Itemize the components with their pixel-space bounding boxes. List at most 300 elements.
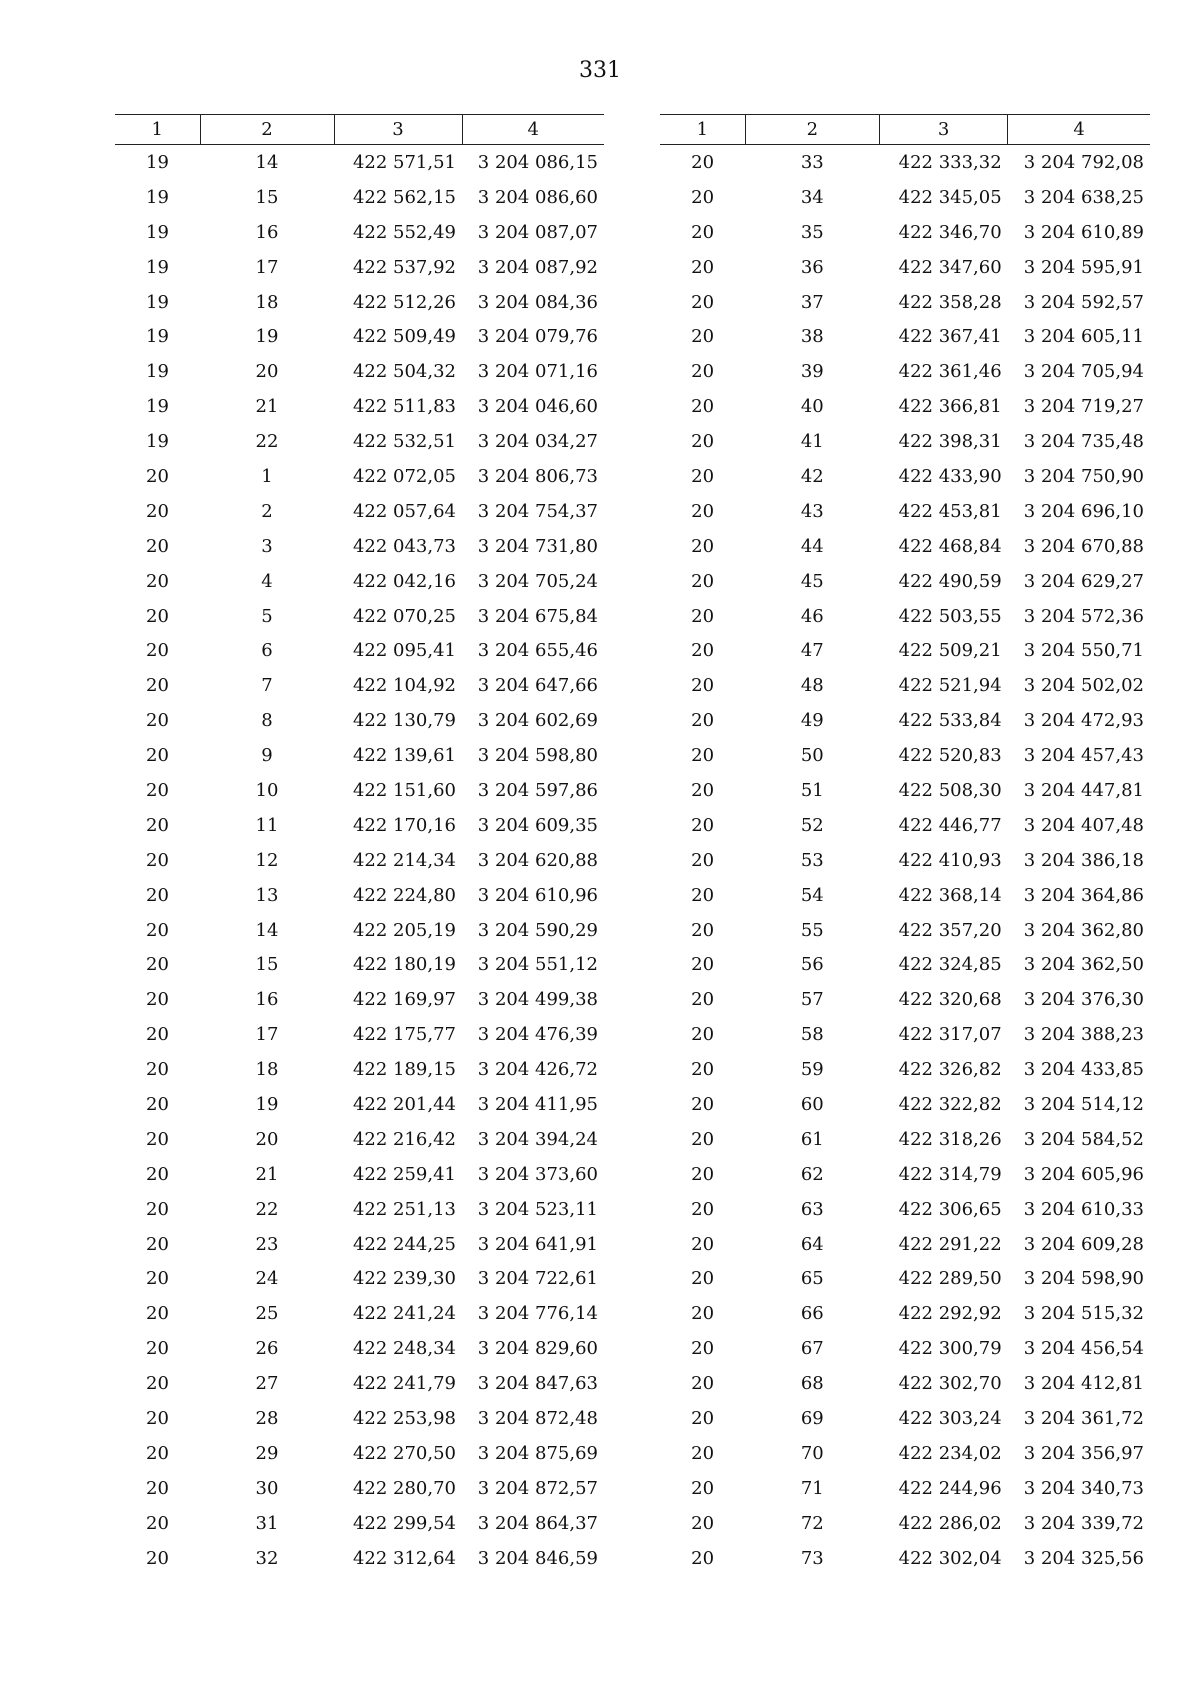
table-row bbox=[660, 703, 1150, 738]
table-row bbox=[660, 215, 1150, 250]
table-cell-col-1: 20 bbox=[146, 884, 169, 906]
table-cell-col-1: 20 bbox=[691, 745, 715, 767]
table-cell-col-2: 45 bbox=[800, 570, 824, 592]
table-cell-col-4: 3 204 605,96 bbox=[1023, 1163, 1144, 1185]
table-cell-col-1: 20 bbox=[146, 954, 169, 976]
table-cell-col-4: 3 204 735,48 bbox=[1023, 431, 1144, 453]
table-row bbox=[115, 808, 604, 843]
table-cell-col-2: 53 bbox=[800, 849, 824, 871]
table-row bbox=[660, 913, 1150, 948]
table-cell-col-4: 3 204 696,10 bbox=[1023, 500, 1144, 522]
table-cell-col-2: 15 bbox=[255, 954, 279, 976]
table-cell-col-1: 20 bbox=[691, 256, 715, 278]
table-cell-col-4: 3 204 551,12 bbox=[477, 954, 598, 976]
table-row bbox=[115, 599, 604, 634]
table-cell-col-2: 22 bbox=[255, 1198, 279, 1220]
table-cell-col-4: 3 204 750,90 bbox=[1023, 465, 1144, 487]
table-cell-col-1: 20 bbox=[146, 745, 169, 767]
table-row bbox=[115, 703, 604, 738]
table-cell-col-2: 28 bbox=[255, 1408, 279, 1429]
table-cell-col-1: 20 bbox=[691, 675, 715, 697]
table-cell-col-4: 3 204 394,24 bbox=[477, 1128, 598, 1150]
table-cell-col-1: 20 bbox=[146, 1198, 169, 1220]
table-cell-col-2: 26 bbox=[255, 1338, 279, 1360]
table-row bbox=[660, 1052, 1150, 1087]
table-cell-col-1: 20 bbox=[691, 710, 715, 732]
table-cell-col-2: 70 bbox=[800, 1442, 824, 1464]
table-row bbox=[660, 1227, 1150, 1262]
table-cell-col-2: 4 bbox=[261, 570, 273, 592]
table-cell-col-2: 54 bbox=[800, 884, 824, 906]
column-header-4: 4 bbox=[462, 115, 604, 145]
table-cell-col-1: 20 bbox=[146, 1128, 169, 1150]
table-cell-col-2: 21 bbox=[255, 396, 279, 418]
table-cell-col-1: 20 bbox=[691, 1338, 715, 1360]
table-row bbox=[660, 1017, 1150, 1052]
table-cell-col-1: 20 bbox=[691, 396, 715, 418]
table-cell-col-4: 3 204 086,15 bbox=[477, 151, 598, 173]
table-row bbox=[115, 1506, 604, 1541]
table-row bbox=[660, 1366, 1150, 1401]
table-cell-col-2: 7 bbox=[261, 675, 273, 697]
table-cell-col-4: 3 204 705,94 bbox=[1023, 361, 1144, 383]
table-row bbox=[115, 1087, 604, 1122]
table-cell-col-4: 3 204 705,24 bbox=[477, 570, 598, 592]
table-row bbox=[115, 180, 604, 215]
table-cell-col-2: 50 bbox=[800, 745, 824, 767]
table-row bbox=[115, 1262, 604, 1297]
table-cell-col-2: 9 bbox=[261, 745, 273, 767]
column-header-1: 1 bbox=[115, 115, 200, 145]
table-header bbox=[115, 115, 604, 145]
table-cell-col-2: 62 bbox=[800, 1163, 824, 1185]
table-cell-col-1: 20 bbox=[691, 500, 715, 522]
table-cell-col-2: 20 bbox=[255, 361, 279, 383]
table-cell-col-4: 3 204 609,35 bbox=[477, 814, 598, 836]
table-cell-col-3: 422 509,49 bbox=[352, 326, 456, 348]
table-cell-col-4: 3 204 610,89 bbox=[1023, 221, 1144, 243]
table-cell-col-4: 3 204 356,97 bbox=[1023, 1442, 1144, 1464]
table-cell-col-1: 20 bbox=[691, 640, 715, 662]
table-cell-col-3: 422 180,19 bbox=[352, 954, 456, 976]
table-cell-col-3: 422 104,92 bbox=[352, 675, 456, 697]
table-cell-col-2: 18 bbox=[255, 1059, 279, 1081]
table-cell-col-2: 59 bbox=[800, 1059, 824, 1081]
table-cell-col-2: 69 bbox=[800, 1408, 824, 1429]
table-row bbox=[115, 1227, 604, 1262]
table-cell-col-4: 3 204 086,60 bbox=[477, 186, 598, 208]
table-row bbox=[115, 215, 604, 250]
table-row bbox=[660, 389, 1150, 424]
table-cell-col-3: 422 312,64 bbox=[352, 1547, 456, 1569]
table-cell-col-2: 15 bbox=[255, 186, 279, 208]
table-cell-col-4: 3 204 386,18 bbox=[1023, 849, 1144, 871]
table-cell-col-4: 3 204 426,72 bbox=[477, 1059, 598, 1081]
table-cell-col-3: 422 205,19 bbox=[352, 919, 456, 941]
table-row bbox=[115, 1471, 604, 1506]
table-cell-col-1: 20 bbox=[146, 1547, 169, 1569]
table-cell-col-1: 19 bbox=[146, 151, 169, 173]
table-row bbox=[660, 1157, 1150, 1192]
table-cell-col-3: 422 562,15 bbox=[352, 186, 456, 208]
table-cell-col-2: 72 bbox=[800, 1512, 824, 1534]
table-cell-col-1: 20 bbox=[691, 1408, 715, 1429]
table-row bbox=[660, 633, 1150, 668]
coordinate-table-right bbox=[660, 114, 1150, 1576]
table-cell-col-1: 20 bbox=[146, 989, 169, 1011]
table-cell-col-2: 17 bbox=[255, 1024, 279, 1046]
table-cell-col-3: 422 361,46 bbox=[898, 361, 1002, 383]
table-cell-col-1: 19 bbox=[146, 396, 169, 418]
table-cell-col-2: 56 bbox=[800, 954, 824, 976]
table-cell-col-4: 3 204 719,27 bbox=[1023, 396, 1144, 418]
table-cell-col-1: 20 bbox=[691, 1268, 715, 1290]
table-cell-col-4: 3 204 373,60 bbox=[477, 1163, 598, 1185]
table-cell-col-3: 422 326,82 bbox=[898, 1059, 1002, 1081]
table-cell-col-2: 3 bbox=[261, 535, 273, 557]
table-cell-col-3: 422 357,20 bbox=[898, 919, 1002, 941]
table-cell-col-3: 422 398,31 bbox=[898, 431, 1002, 453]
table-cell-col-1: 20 bbox=[146, 779, 169, 801]
table-cell-col-3: 422 320,68 bbox=[898, 989, 1002, 1011]
table-cell-col-2: 19 bbox=[255, 326, 279, 348]
table-row bbox=[660, 1506, 1150, 1541]
table-cell-col-3: 422 508,30 bbox=[898, 779, 1002, 801]
table-cell-col-3: 422 130,79 bbox=[352, 710, 456, 732]
table-cell-col-3: 422 537,92 bbox=[352, 256, 456, 278]
table-cell-col-4: 3 204 362,80 bbox=[1023, 919, 1144, 941]
table-cell-col-3: 422 057,64 bbox=[352, 500, 456, 522]
table-cell-col-3: 422 244,25 bbox=[352, 1233, 456, 1255]
table-cell-col-2: 40 bbox=[800, 396, 824, 418]
table-cell-col-1: 20 bbox=[691, 1373, 715, 1395]
table-cell-col-4: 3 204 476,39 bbox=[477, 1024, 598, 1046]
table-cell-col-4: 3 204 792,08 bbox=[1023, 151, 1144, 173]
table-row bbox=[115, 389, 604, 424]
table-cell-col-3: 422 552,49 bbox=[352, 221, 456, 243]
table-cell-col-1: 20 bbox=[146, 640, 169, 662]
table-cell-col-3: 422 511,83 bbox=[352, 396, 456, 418]
table-cell-col-2: 21 bbox=[255, 1163, 279, 1185]
table-cell-col-4: 3 204 087,07 bbox=[477, 221, 598, 243]
table-cell-col-2: 6 bbox=[261, 640, 273, 662]
table-cell-col-2: 2 bbox=[261, 500, 273, 522]
table-cell-col-2: 29 bbox=[255, 1442, 279, 1464]
table-cell-col-3: 422 533,84 bbox=[898, 710, 1002, 732]
table-cell-col-4: 3 204 499,38 bbox=[477, 989, 598, 1011]
table-cell-col-3: 422 251,13 bbox=[352, 1198, 456, 1220]
table-cell-col-3: 422 292,92 bbox=[898, 1303, 1002, 1325]
table-row bbox=[660, 878, 1150, 913]
table-cell-col-3: 422 347,60 bbox=[898, 256, 1002, 278]
table-cell-col-3: 422 410,93 bbox=[898, 849, 1002, 871]
column-header-4: 4 bbox=[1008, 115, 1150, 145]
table-row bbox=[115, 1157, 604, 1192]
table-cell-col-1: 20 bbox=[146, 1408, 169, 1429]
column-header-3: 3 bbox=[334, 115, 462, 145]
table-cell-col-4: 3 204 590,29 bbox=[477, 919, 598, 941]
table-cell-col-3: 422 214,34 bbox=[352, 849, 456, 871]
table-cell-col-3: 422 318,26 bbox=[898, 1128, 1002, 1150]
table-cell-col-1: 20 bbox=[691, 326, 715, 348]
column-header-3: 3 bbox=[879, 115, 1007, 145]
table-row bbox=[660, 1122, 1150, 1157]
table-cell-col-4: 3 204 609,28 bbox=[1023, 1233, 1144, 1255]
table-cell-col-2: 44 bbox=[800, 535, 824, 557]
table-row bbox=[115, 1192, 604, 1227]
table-cell-col-1: 20 bbox=[691, 1547, 715, 1569]
table-cell-col-4: 3 204 655,46 bbox=[477, 640, 598, 662]
table-cell-col-3: 422 224,80 bbox=[352, 884, 456, 906]
table-cell-col-4: 3 204 364,86 bbox=[1023, 884, 1144, 906]
table-cell-col-2: 61 bbox=[800, 1128, 824, 1150]
table-cell-col-3: 422 175,77 bbox=[352, 1024, 456, 1046]
table-cell-col-3: 422 300,79 bbox=[898, 1338, 1002, 1360]
table-cell-col-4: 3 204 610,96 bbox=[477, 884, 598, 906]
table-cell-col-4: 3 204 776,14 bbox=[477, 1303, 598, 1325]
table-row bbox=[660, 494, 1150, 529]
table-row bbox=[660, 1296, 1150, 1331]
table-row bbox=[115, 564, 604, 599]
table-row bbox=[660, 529, 1150, 564]
table-cell-col-3: 422 468,84 bbox=[898, 535, 1002, 557]
table-cell-col-4: 3 204 584,52 bbox=[1023, 1128, 1144, 1150]
table-cell-col-4: 3 204 605,11 bbox=[1023, 326, 1144, 348]
column-header-2: 2 bbox=[200, 115, 334, 145]
table-cell-col-1: 20 bbox=[146, 1163, 169, 1185]
table-cell-col-1: 20 bbox=[691, 151, 715, 173]
table-row bbox=[660, 1541, 1150, 1576]
table-cell-col-2: 14 bbox=[255, 919, 279, 941]
table-cell-col-4: 3 204 071,16 bbox=[477, 361, 598, 383]
table-cell-col-2: 66 bbox=[800, 1303, 824, 1325]
table-cell-col-2: 16 bbox=[255, 221, 279, 243]
table-cell-col-3: 422 358,28 bbox=[898, 291, 1002, 313]
table-cell-col-4: 3 204 602,69 bbox=[477, 710, 598, 732]
table-cell-col-4: 3 204 875,69 bbox=[477, 1442, 598, 1464]
table-cell-col-4: 3 204 325,56 bbox=[1023, 1547, 1144, 1569]
table-cell-col-1: 19 bbox=[146, 326, 169, 348]
table-cell-col-1: 20 bbox=[691, 1198, 715, 1220]
table-row bbox=[660, 668, 1150, 703]
table-cell-col-4: 3 204 407,48 bbox=[1023, 814, 1144, 836]
table-cell-col-3: 422 317,07 bbox=[898, 1024, 1002, 1046]
table-cell-col-2: 49 bbox=[800, 710, 824, 732]
table-row bbox=[660, 319, 1150, 354]
table-cell-col-4: 3 204 034,27 bbox=[477, 431, 598, 453]
table-row bbox=[115, 668, 604, 703]
table-cell-col-1: 20 bbox=[146, 1477, 169, 1499]
table-cell-col-2: 13 bbox=[255, 884, 279, 906]
column-header-1: 1 bbox=[660, 115, 745, 145]
table-cell-col-3: 422 333,32 bbox=[898, 151, 1002, 173]
table-cell-col-1: 20 bbox=[146, 1268, 169, 1290]
table-cell-col-2: 16 bbox=[255, 989, 279, 1011]
table-cell-col-4: 3 204 592,57 bbox=[1023, 291, 1144, 313]
table-cell-col-2: 30 bbox=[255, 1477, 279, 1499]
table-row bbox=[660, 808, 1150, 843]
table-cell-col-3: 422 253,98 bbox=[352, 1408, 456, 1429]
table-cell-col-1: 19 bbox=[146, 221, 169, 243]
table-cell-col-3: 422 280,70 bbox=[352, 1477, 456, 1499]
table-cell-col-1: 20 bbox=[691, 884, 715, 906]
table-cell-col-2: 39 bbox=[800, 361, 824, 383]
table-cell-col-4: 3 204 872,57 bbox=[477, 1477, 598, 1499]
table-row bbox=[115, 947, 604, 982]
table-cell-col-4: 3 204 447,81 bbox=[1023, 779, 1144, 801]
table-cell-col-4: 3 204 046,60 bbox=[477, 396, 598, 418]
table-cell-col-3: 422 490,59 bbox=[898, 570, 1002, 592]
page-number: 331 bbox=[579, 58, 621, 83]
table-cell-col-4: 3 204 597,86 bbox=[477, 779, 598, 801]
table-row bbox=[660, 738, 1150, 773]
table-cell-col-2: 68 bbox=[800, 1373, 824, 1395]
table-row bbox=[115, 773, 604, 808]
table-cell-col-4: 3 204 457,43 bbox=[1023, 745, 1144, 767]
table-cell-col-1: 20 bbox=[146, 675, 169, 697]
table-cell-col-1: 20 bbox=[146, 814, 169, 836]
table-cell-col-1: 20 bbox=[146, 1303, 169, 1325]
table-cell-col-1: 19 bbox=[146, 291, 169, 313]
table-cell-col-1: 20 bbox=[691, 1093, 715, 1115]
table-row bbox=[115, 145, 604, 180]
table-cell-col-3: 422 270,50 bbox=[352, 1442, 456, 1464]
table-cell-col-4: 3 204 595,91 bbox=[1023, 256, 1144, 278]
table-cell-col-1: 20 bbox=[146, 500, 169, 522]
table-cell-col-2: 65 bbox=[800, 1268, 824, 1290]
table-cell-col-2: 17 bbox=[255, 256, 279, 278]
table-cell-col-1: 20 bbox=[691, 605, 715, 627]
table-cell-col-2: 47 bbox=[800, 640, 824, 662]
table-cell-col-3: 422 289,50 bbox=[898, 1268, 1002, 1290]
table-row bbox=[115, 529, 604, 564]
table-row bbox=[115, 1436, 604, 1471]
table-cell-col-4: 3 204 846,59 bbox=[477, 1547, 598, 1569]
table-cell-col-2: 24 bbox=[255, 1268, 279, 1290]
coordinate-table-left bbox=[115, 114, 604, 1576]
table-row bbox=[660, 947, 1150, 982]
table-cell-col-1: 20 bbox=[691, 1233, 715, 1255]
table-cell-col-2: 73 bbox=[800, 1547, 824, 1569]
table-cell-col-3: 422 512,26 bbox=[352, 291, 456, 313]
table-cell-col-3: 422 072,05 bbox=[352, 465, 456, 487]
table-cell-col-1: 20 bbox=[691, 221, 715, 243]
table-row bbox=[115, 250, 604, 285]
table-row bbox=[660, 424, 1150, 459]
table-cell-col-2: 46 bbox=[800, 605, 824, 627]
table-cell-col-4: 3 204 412,81 bbox=[1023, 1373, 1144, 1395]
table-row bbox=[115, 424, 604, 459]
table-row bbox=[115, 494, 604, 529]
table-cell-col-2: 41 bbox=[800, 431, 824, 453]
table-cell-col-3: 422 367,41 bbox=[898, 326, 1002, 348]
table-cell-col-1: 20 bbox=[691, 1442, 715, 1464]
table-row bbox=[115, 633, 604, 668]
table-cell-col-2: 5 bbox=[261, 605, 273, 627]
table-cell-col-4: 3 204 550,71 bbox=[1023, 640, 1144, 662]
table-cell-col-4: 3 204 079,76 bbox=[477, 326, 598, 348]
table-row bbox=[115, 982, 604, 1017]
table-cell-col-4: 3 204 647,66 bbox=[477, 675, 598, 697]
table-cell-col-4: 3 204 754,37 bbox=[477, 500, 598, 522]
table-cell-col-1: 20 bbox=[691, 186, 715, 208]
table-cell-col-4: 3 204 598,80 bbox=[477, 745, 598, 767]
table-cell-col-2: 67 bbox=[800, 1338, 824, 1360]
table-cell-col-3: 422 503,55 bbox=[898, 605, 1002, 627]
table-cell-col-2: 64 bbox=[800, 1233, 824, 1255]
table-row bbox=[660, 564, 1150, 599]
table-body bbox=[115, 145, 604, 1576]
table-cell-col-1: 20 bbox=[691, 431, 715, 453]
table-cell-col-2: 14 bbox=[255, 151, 279, 173]
table-cell-col-4: 3 204 598,90 bbox=[1023, 1268, 1144, 1290]
table-cell-col-4: 3 204 638,25 bbox=[1023, 186, 1144, 208]
table-cell-col-4: 3 204 523,11 bbox=[477, 1198, 598, 1220]
table-cell-col-3: 422 043,73 bbox=[352, 535, 456, 557]
table-cell-col-1: 20 bbox=[691, 1163, 715, 1185]
table-cell-col-4: 3 204 847,63 bbox=[477, 1373, 598, 1395]
table-cell-col-4: 3 204 670,88 bbox=[1023, 535, 1144, 557]
table-cell-col-4: 3 204 641,91 bbox=[477, 1233, 598, 1255]
table-cell-col-4: 3 204 829,60 bbox=[477, 1338, 598, 1360]
table-cell-col-4: 3 204 472,93 bbox=[1023, 710, 1144, 732]
table-cell-col-4: 3 204 864,37 bbox=[477, 1512, 598, 1534]
table-cell-col-4: 3 204 806,73 bbox=[477, 465, 598, 487]
table-cell-col-1: 20 bbox=[146, 1024, 169, 1046]
table-cell-col-1: 20 bbox=[691, 814, 715, 836]
table-header bbox=[660, 115, 1150, 145]
table-cell-col-2: 57 bbox=[800, 989, 824, 1011]
table-cell-col-2: 25 bbox=[255, 1303, 279, 1325]
table-cell-col-3: 422 244,96 bbox=[898, 1477, 1002, 1499]
table-cell-col-2: 34 bbox=[800, 186, 824, 208]
table-cell-col-1: 20 bbox=[691, 849, 715, 871]
table-row bbox=[115, 319, 604, 354]
table-cell-col-4: 3 204 456,54 bbox=[1023, 1338, 1144, 1360]
table-row bbox=[660, 1331, 1150, 1366]
table-cell-col-1: 20 bbox=[146, 605, 169, 627]
table-cell-col-1: 20 bbox=[146, 849, 169, 871]
table-cell-col-4: 3 204 572,36 bbox=[1023, 605, 1144, 627]
table-cell-col-4: 3 204 731,80 bbox=[477, 535, 598, 557]
table-cell-col-2: 58 bbox=[800, 1024, 824, 1046]
table-cell-col-3: 422 314,79 bbox=[898, 1163, 1002, 1185]
table-cell-col-2: 12 bbox=[255, 849, 279, 871]
table-cell-col-3: 422 241,24 bbox=[352, 1303, 456, 1325]
table-cell-col-2: 43 bbox=[800, 500, 824, 522]
table-cell-col-3: 422 139,61 bbox=[352, 745, 456, 767]
table-row bbox=[660, 982, 1150, 1017]
table-cell-col-1: 20 bbox=[146, 1442, 169, 1464]
table-cell-col-1: 20 bbox=[691, 361, 715, 383]
table-cell-col-1: 20 bbox=[691, 570, 715, 592]
table-cell-col-2: 1 bbox=[261, 465, 273, 487]
table-cell-col-3: 422 509,21 bbox=[898, 640, 1002, 662]
table-cell-col-4: 3 204 340,73 bbox=[1023, 1477, 1144, 1499]
table-cell-col-1: 19 bbox=[146, 361, 169, 383]
table-cell-col-4: 3 204 610,33 bbox=[1023, 1198, 1144, 1220]
table-cell-col-3: 422 302,70 bbox=[898, 1373, 1002, 1395]
table-row bbox=[115, 459, 604, 494]
table-cell-col-1: 20 bbox=[691, 465, 715, 487]
table-cell-col-4: 3 204 515,32 bbox=[1023, 1303, 1144, 1325]
table-cell-col-4: 3 204 084,36 bbox=[477, 291, 598, 313]
table-row bbox=[115, 738, 604, 773]
table-cell-col-2: 32 bbox=[255, 1547, 279, 1569]
table-cell-col-4: 3 204 514,12 bbox=[1023, 1093, 1144, 1115]
table-cell-col-4: 3 204 629,27 bbox=[1023, 570, 1144, 592]
table-cell-col-4: 3 204 722,61 bbox=[477, 1268, 598, 1290]
